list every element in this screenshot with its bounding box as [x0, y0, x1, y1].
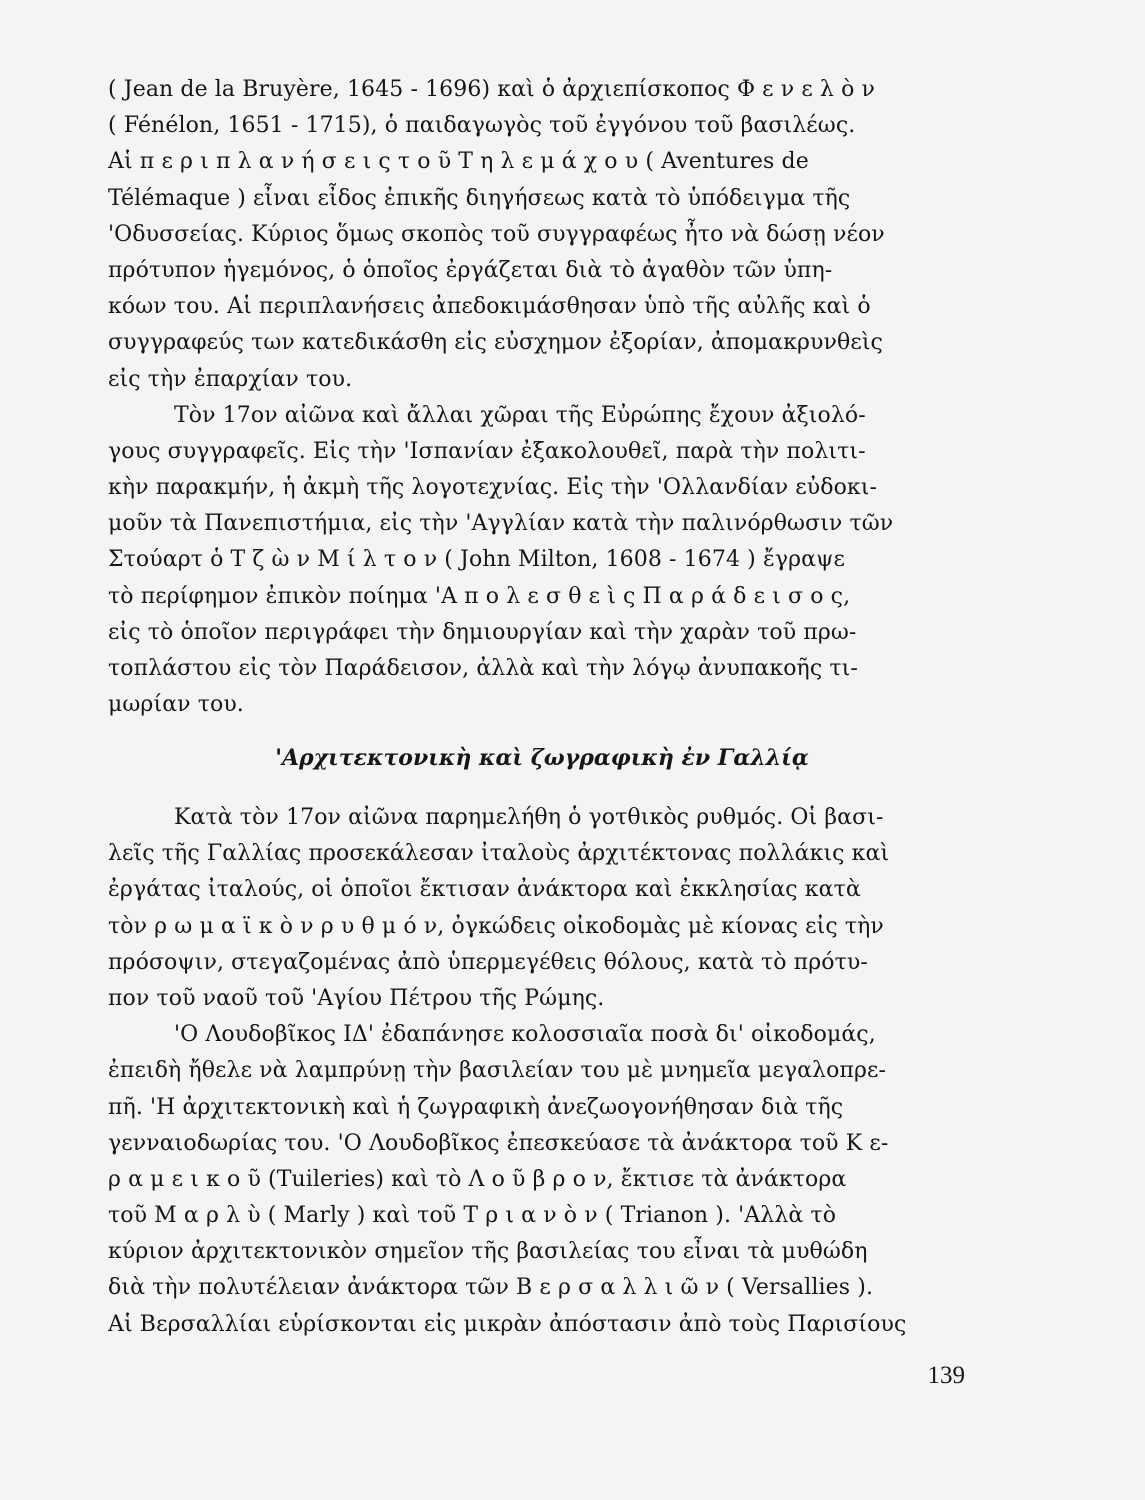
text-line: πῆ. 'Η ἀρχιτεκτονικὴ καὶ ἡ ζωγραφικὴ ἀνεζωογονήθησαν διὰ τῆς: [108, 1094, 844, 1120]
text-line: μοῦν τὰ Πανεπιστήμια, εἰς τὴν 'Αγγλίαν κατὰ τὴν παλινόρθωσιν τῶν: [108, 511, 894, 537]
text-line: Τὸν 17ον αἰῶνα καὶ ἄλλαι χῶραι τῆς Εὐρώπης ἔχουν ἀξιολό-: [174, 402, 866, 428]
text-line: Αἱ π ε ρ ι π λ α ν ή σ ε ι ς τ ο ῦ Τ η λ ε μ ά χ ο υ ( Aventures de: [108, 149, 809, 175]
text-line: εἰς τὸ ὁποῖον περιγράφει τὴν δημιουργίαν καὶ τὴν χαρὰν τοῦ πρω-: [108, 619, 857, 645]
text-line: πρότυπον ἡγεμόνος, ὁ ὁποῖος ἐργάζεται διὰ τὸ ἀγαθὸν τῶν ὑπη-: [108, 257, 833, 283]
text-line: Στούαρτ ὁ Τ ζ ὼ ν Μ ί λ τ ο ν ( John Milton, 1608 - 1674 ) ἔγραψε: [108, 547, 845, 573]
text-line: ἐργάτας ἰταλούς, οἱ ὁποῖοι ἔκτισαν ἀνάκτορα καὶ ἐκκλησίας κατὰ: [108, 877, 861, 903]
text-line: κὴν παρακμήν, ἡ ἀκμὴ τῆς λογοτεχνίας. Εἰς τὴν 'Ολλανδίαν εὐδοκι-: [108, 475, 878, 501]
text-line: κόων του. Αἱ περιπλανήσεις ἀπεδοκιμάσθησαν ὑπὸ τῆς αὐλῆς καὶ ὁ: [108, 294, 871, 320]
text-line: γους συγγραφεῖς. Εἰς τὴν 'Ισπανίαν ἐξακολουθεῖ, παρὰ τὴν πολιτι-: [108, 438, 866, 464]
text-line: τὸ περίφημον ἐπικὸν ποίημα 'Α π ο λ ε σ θ ε ὶ ς Π α ρ ά δ ε ι σ ο ς,: [108, 583, 851, 609]
text-line: τοπλάστου εἰς τὸν Παράδεισον, ἀλλὰ καὶ τὴν λόγῳ ἀνυπακοῆς τι-: [108, 656, 858, 681]
paragraph-3: [108, 800, 976, 1017]
text-line: Κατὰ τὸν 17ον αἰῶνα παρημελήθη ὁ γοτθικὸς ρυθμός. Οἱ βασι-: [174, 805, 884, 830]
text-line: τὸν ρ ω μ α ϊ κ ὸ ν ρ υ θ μ ό ν, ὀγκώδεις οἰκοδομὰς μὲ κίονας εἰς τὴν: [108, 913, 884, 939]
paragraph-4: [108, 1017, 976, 1343]
text-line: λεῖς τῆς Γαλλίας προσεκάλεσαν ἰταλοὺς ἀρχιτέκτονας πολλάκις καὶ: [108, 841, 890, 867]
text-line: πρόσοψιν, στεγαζομένας ἀπὸ ὑπερμεγέθεις θόλους, κατὰ τὸ πρότυ-: [108, 949, 868, 975]
body-text-upper: [108, 72, 976, 723]
page-number: 139: [927, 1362, 965, 1389]
text-line: ἐπειδὴ ἤθελε νὰ λαμπρύνῃ τὴν βασιλείαν του μὲ μνημεῖα μεγαλοπρε-: [108, 1058, 887, 1084]
text-line: γενναιοδωρίας του. 'Ο Λουδοβῖκος ἐπεσκεύασε τὰ ἀνάκτορα τοῦ Κ ε-: [108, 1130, 889, 1156]
text-line: κύριον ἀρχιτεκτονικὸν σημεῖον τῆς βασιλείας του εἶναι τὰ μυθώδη: [108, 1239, 868, 1265]
body-text-lower: [108, 800, 976, 1343]
text-line: ( Jean de la Bruyère, 1645 - 1696) καὶ ὁ ἀρχιεπίσκοπος Φ ε ν ε λ ὸ ν: [108, 77, 875, 102]
text-line: εἰς τὴν ἐπαρχίαν του.: [108, 366, 353, 392]
paragraph-1: [108, 72, 976, 398]
paragraph-2: [108, 398, 976, 724]
text-line: διὰ τὴν πολυτέλειαν ἀνάκτορα τῶν Β ε ρ σ α λ λ ι ῶ ν ( Versallies ).: [108, 1275, 874, 1301]
text-line: συγγραφεύς των κατεδικάσθη εἰς εὐσχημον ἐξορίαν, ἀπομακρυνθεὶς: [108, 330, 883, 356]
section-heading: 'Αρχιτεκτονικὴ καὶ ζωγραφικὴ ἐν Γαλλίᾳ: [275, 745, 809, 771]
text-line: μωρίαν του.: [108, 692, 244, 718]
text-line: τοῦ Μ α ρ λ ὺ ( Marly ) καὶ τοῦ Τ ρ ι α ν ὸ ν ( Trianon ). 'Αλλὰ τὸ: [108, 1203, 837, 1229]
text-line: Télémaque ) εἶναι εἶδος ἐπικῆς διηγήσεως κατὰ τὸ ὑπόδειγμα τῆς: [108, 185, 851, 211]
text-line: ρ α μ ε ι κ ο ῦ (Tuileries) καὶ τὸ Λ ο ῦ β ρ ο ν, ἔκτισε τὰ ἀνάκτορα: [108, 1166, 847, 1192]
text-line: 'Οδυσσείας. Κύριος ὅμως σκοπὸς τοῦ συγγραφέως ἦτο νὰ δώσῃ νέον: [108, 221, 885, 247]
text-line: ( Fénélon, 1651 - 1715), ὁ παιδαγωγὸς τοῦ ἐγγόνου τοῦ βασιλέως.: [108, 113, 856, 139]
text-line: Αἱ Βερσαλλίαι εὑρίσκονται εἰς μικρὰν ἀπόστασιν ἀπὸ τοὺς Παρισίους: [108, 1311, 907, 1337]
text-line: πον τοῦ ναοῦ τοῦ 'Αγίου Πέτρου τῆς Ρώμης.: [108, 985, 605, 1011]
text-line: 'Ο Λουδοβῖκος ΙΔ' ἐδαπάνησε κολοσσιαῖα ποσὰ δι' οἰκοδομάς,: [174, 1022, 876, 1048]
